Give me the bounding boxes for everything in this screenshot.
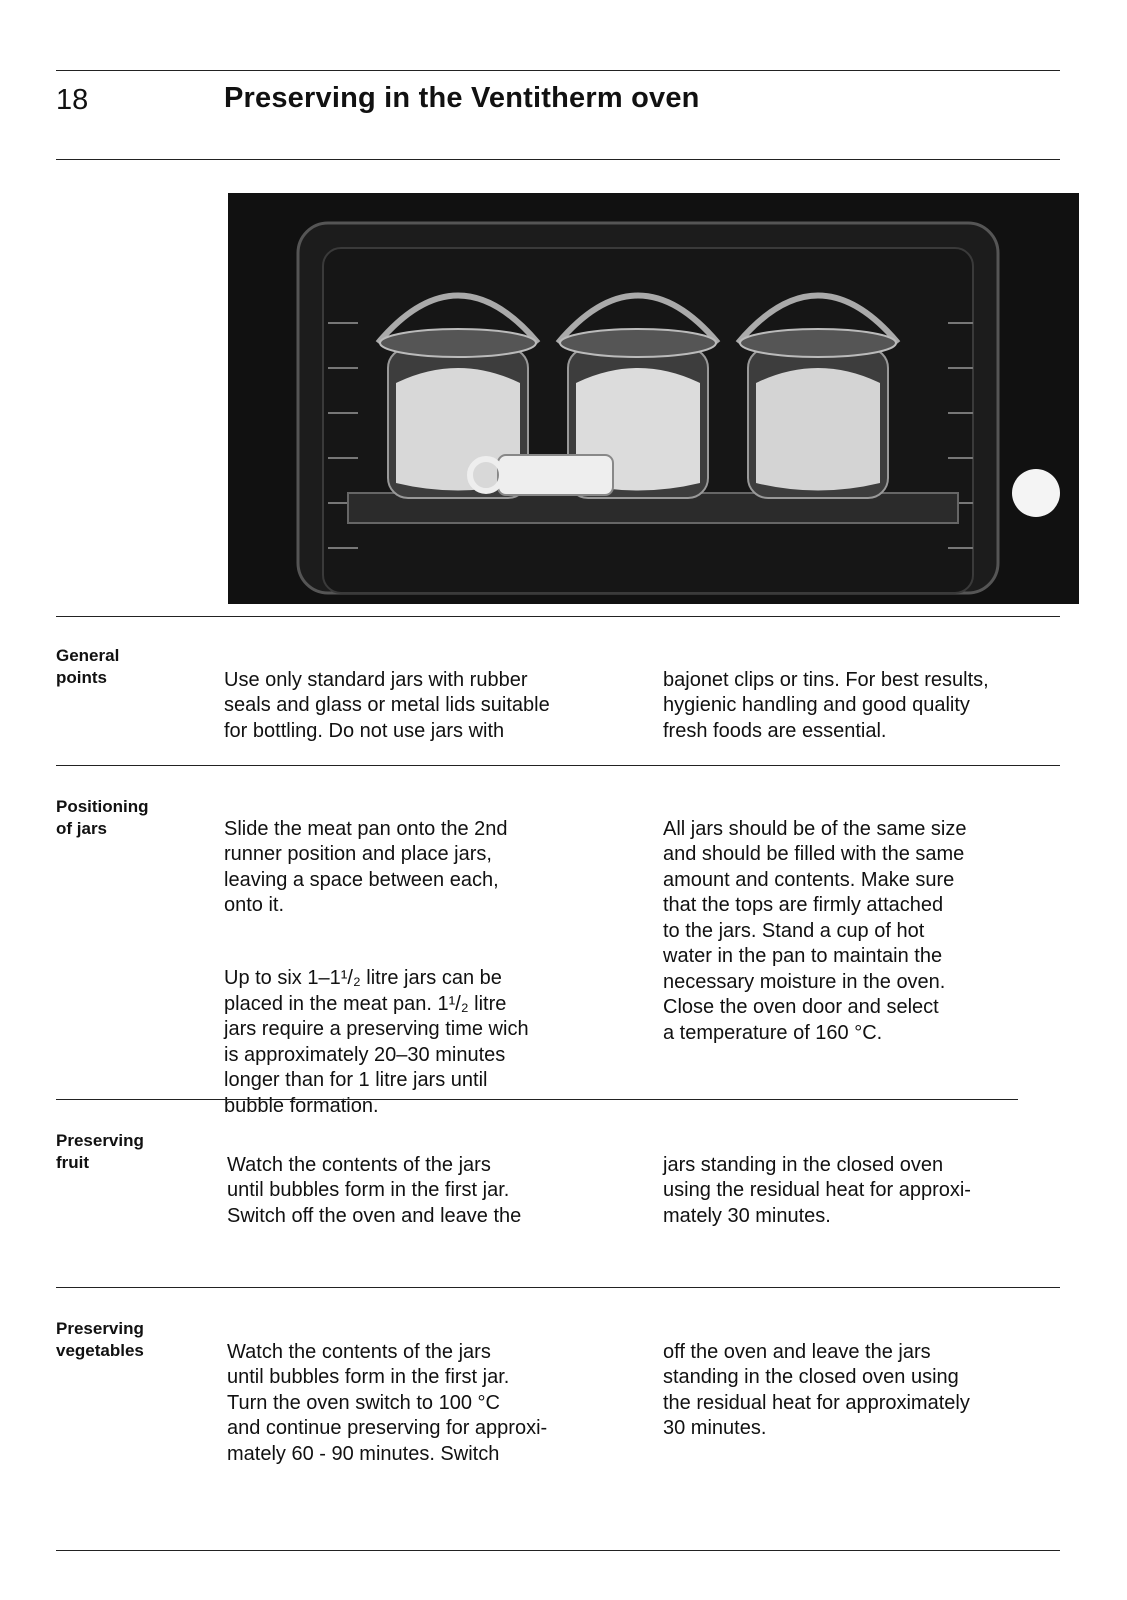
preserving-fruit-paragraph-2: jars standing in the closed oven using the residual heat for approxi- mately 30 minutes. [663,1153,971,1227]
positioning-bottom-rule [56,1099,1018,1100]
general-points-text-col2 [663,642,1073,770]
page-number: 18 [56,84,89,116]
preserving-vegetables-text-col1 [227,1314,637,1493]
page-bottom-rule [56,1550,1060,1551]
oven-with-preserving-jars-photo [228,193,1079,604]
section-label-general-points: General points [56,646,120,687]
top-rule [56,70,1060,71]
preserving-fruit-bottom-rule [56,1287,1060,1288]
positioning-paragraph-3: All jars should be of the same size and should be filled with the same amount and contents. Make sure that the tops are firmly attached to the jars. Stand a cup of hot water in the pan to maintain the necessary moisture in the oven. Close the oven door and select a temperature of 160 °C. [663,817,967,1044]
oven-photo-illustration [228,193,1079,604]
photo-bottom-rule [56,616,1060,617]
section-label-positioning-of-jars: Positioning of jars [56,797,149,838]
header-bottom-rule [56,159,1060,160]
section-label-preserving-vegetables: Preserving vegetables [56,1319,144,1360]
section-label-preserving-fruit: Preserving fruit [56,1131,144,1172]
general-points-text-col1 [224,642,634,770]
general-points-paragraph-1: Use only standard jars with rubber seals and glass or metal lids suitable for bottling. Do not use jars with [224,668,550,742]
preserving-fruit-text-col2 [663,1127,1073,1255]
positioning-paragraph-1: Slide the meat pan onto the 2nd runner position and place jars, leaving a space between each, onto it. [224,817,508,916]
positioning-paragraph-2: Up to six 1–1¹/₂ litre jars can be placed in the meat pan. 1¹/₂ litre jars require a preserving time wich is approximately 20–30 minutes longer than for 1 litre jars until bubble formation. [224,967,529,1117]
preserving-fruit-text-col1 [227,1127,637,1255]
preserving-vegetables-paragraph-1: Watch the contents of the jars until bubbles form in the first jar. Turn the oven switch to 100 °C and continue preserving for approxi- mately 60 - 90 minutes. Switch [227,1340,548,1465]
positioning-text-col2 [663,791,1073,1072]
positioning-text-col1 [224,791,634,1145]
preserving-vegetables-text-col2 [663,1314,1073,1467]
page-title: Preserving in the Ventitherm oven [224,82,700,114]
general-points-bottom-rule [56,765,1060,766]
general-points-paragraph-2: bajonet clips or tins. For best results, hygienic handling and good quality fresh foods are essential. [663,668,989,742]
preserving-fruit-paragraph-1: Watch the contents of the jars until bubbles form in the first jar. Switch off the oven and leave the [227,1153,522,1227]
preserving-vegetables-paragraph-2: off the oven and leave the jars standing in the closed oven using the residual heat for approximately 30 minutes. [663,1340,970,1439]
